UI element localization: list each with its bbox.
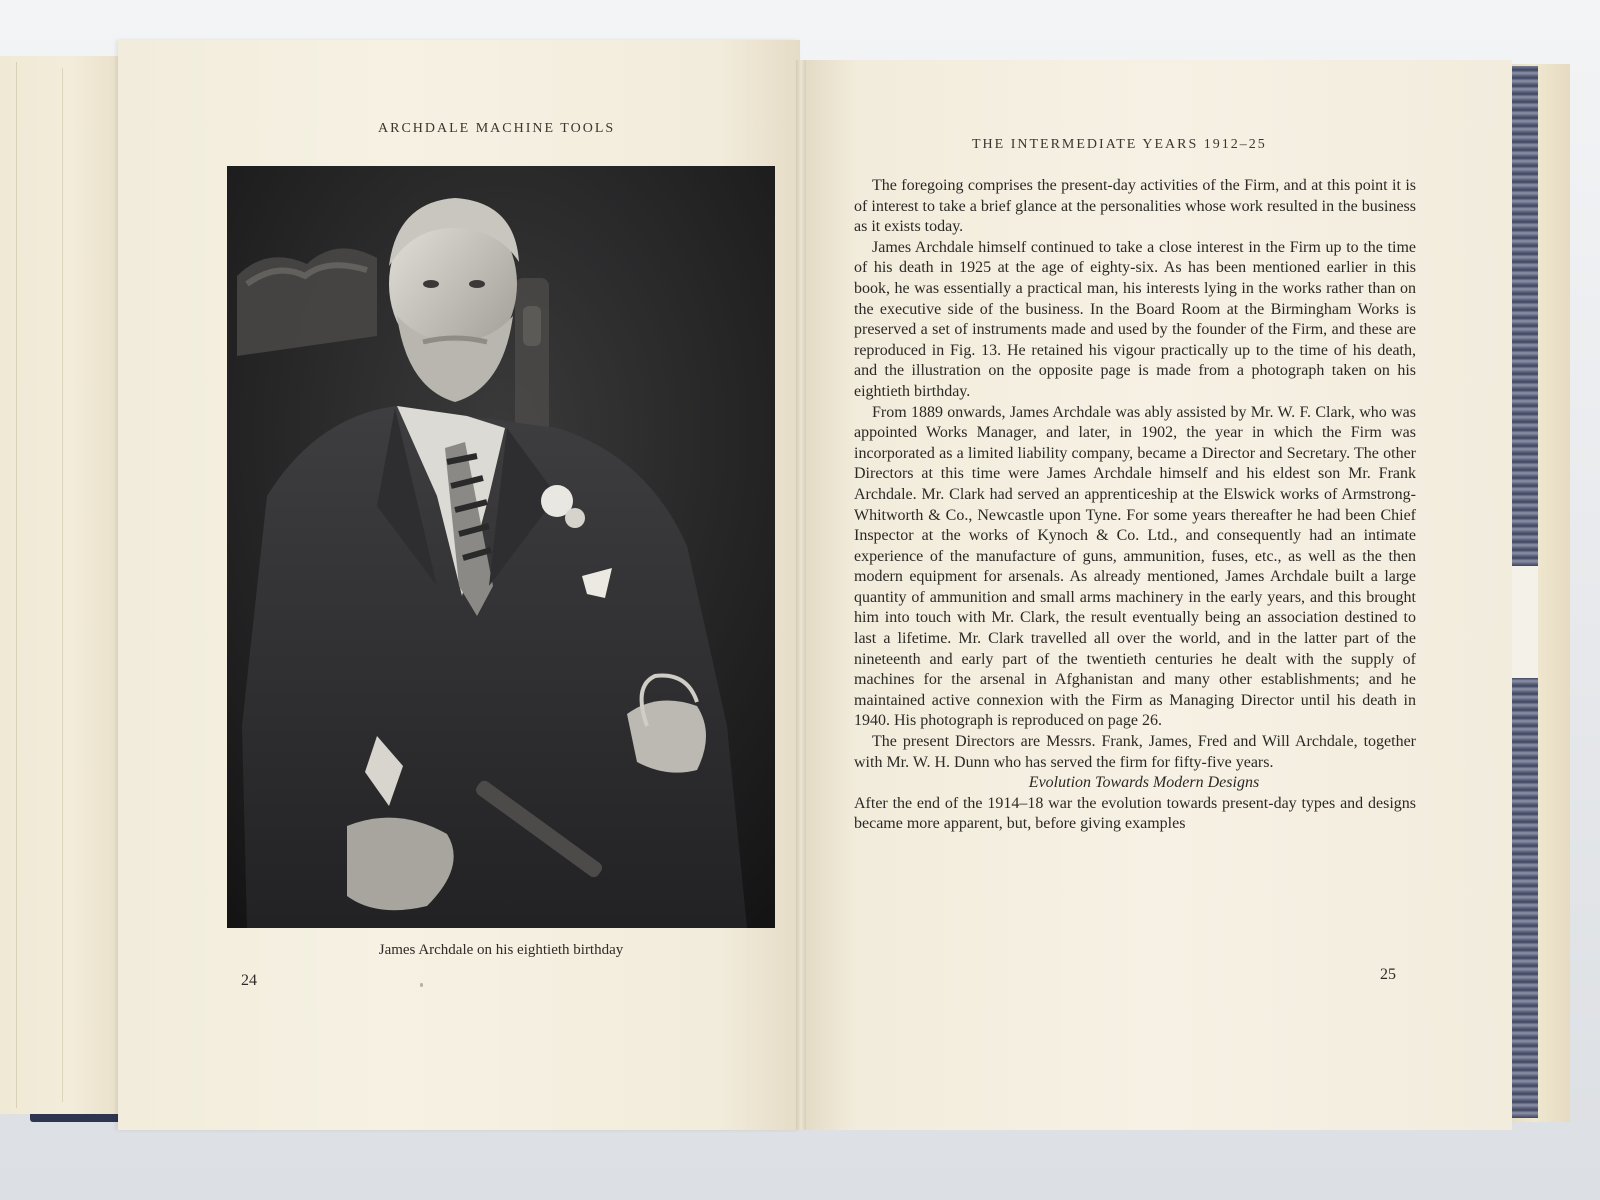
page-edge-insert xyxy=(1512,566,1538,678)
page-edges xyxy=(1512,66,1538,1118)
paragraph: James Archdale himself continued to take a close interest in the Firm up to the time of his death in 1925 at the age of eighty-six. As has been mentioned earlier in this book, he was essentially a practical man, his interests lying in the works rather than on the executive side of the business. In the Board Room at the Birmingham Works is preserved a set of instruments made and used by the founder of the Firm, and these are reproduced in Fig. 13. He retained his vigour practically up to the time of his death, and the illustration on the opposite page is made from a photograph taken on his eightieth birthday. xyxy=(854,238,1416,400)
portrait-photo xyxy=(227,166,775,928)
endpaper-fold xyxy=(62,68,63,1102)
endpaper-fold xyxy=(16,62,17,1108)
page-number-left: 24 xyxy=(241,972,257,989)
left-endpaper xyxy=(0,56,119,1114)
paragraph: The present Directors are Messrs. Frank, James, Fred and Will Archdale, together with Mr. W. H. Dunn who has served the firm for fifty-five years. xyxy=(854,733,1416,771)
left-running-head: ARCHDALE MACHINE TOOLS xyxy=(378,121,616,136)
page-number-right: 25 xyxy=(1380,966,1396,983)
paragraph: From 1889 onwards, James Archdale was ably assisted by Mr. W. F. Clark, who was appointed Works Manager, and later, in 1902, the year in which the Firm was incorporated as a limited liability company, became a Director and Secretary. The other Directors at this time were James Archdale himself and his eldest son Mr. Frank Archdale. Mr. Clark had served an apprenticeship at the Elswick works of Armstrong-Whitworth & Co., Newcastle upon Tyne. For some years thereafter he had been Chief Inspector at the works of Kynoch & Co. Ltd., and consequently had an intimate experience of the manufacture of guns, ammunition, fuses, etc., as well as the then modern equipment for arsenals. As already mentioned, James Archdale built a large quantity of ammunition and small arms machinery in the early years, and this brought him into touch with Mr. Clark, the result eventually being an association destined to last a lifetime. Mr. Clark travelled all over the world, and in the latter part of the nineteenth and early part of the twentieth centuries he dealt with the supply of machines for the arsenal in Afghanistan and many other establishments; and he maintained active connexion with the Firm as Managing Director until his death in 1940. His photograph is reproduced on page 26. xyxy=(854,403,1416,730)
paragraph: After the end of the 1914–18 war the evolution towards present-day types and designs became more apparent, but, before giving examples xyxy=(854,794,1416,833)
paper-speck xyxy=(420,983,423,987)
photo-caption: James Archdale on his eightieth birthday xyxy=(378,942,624,958)
portrait-illustration xyxy=(227,166,775,928)
right-running-head: THE INTERMEDIATE YEARS 1912–25 xyxy=(972,137,1267,152)
body-text xyxy=(854,176,1416,835)
book-gutter xyxy=(796,60,806,1130)
paragraph: The foregoing comprises the present-day activities of the Firm, and at this point it is of interest to take a brief glance at the personalities whose work resulted in the business as it exists today. xyxy=(854,177,1416,236)
section-heading: Evolution Towards Modern Designs xyxy=(1028,774,1260,792)
